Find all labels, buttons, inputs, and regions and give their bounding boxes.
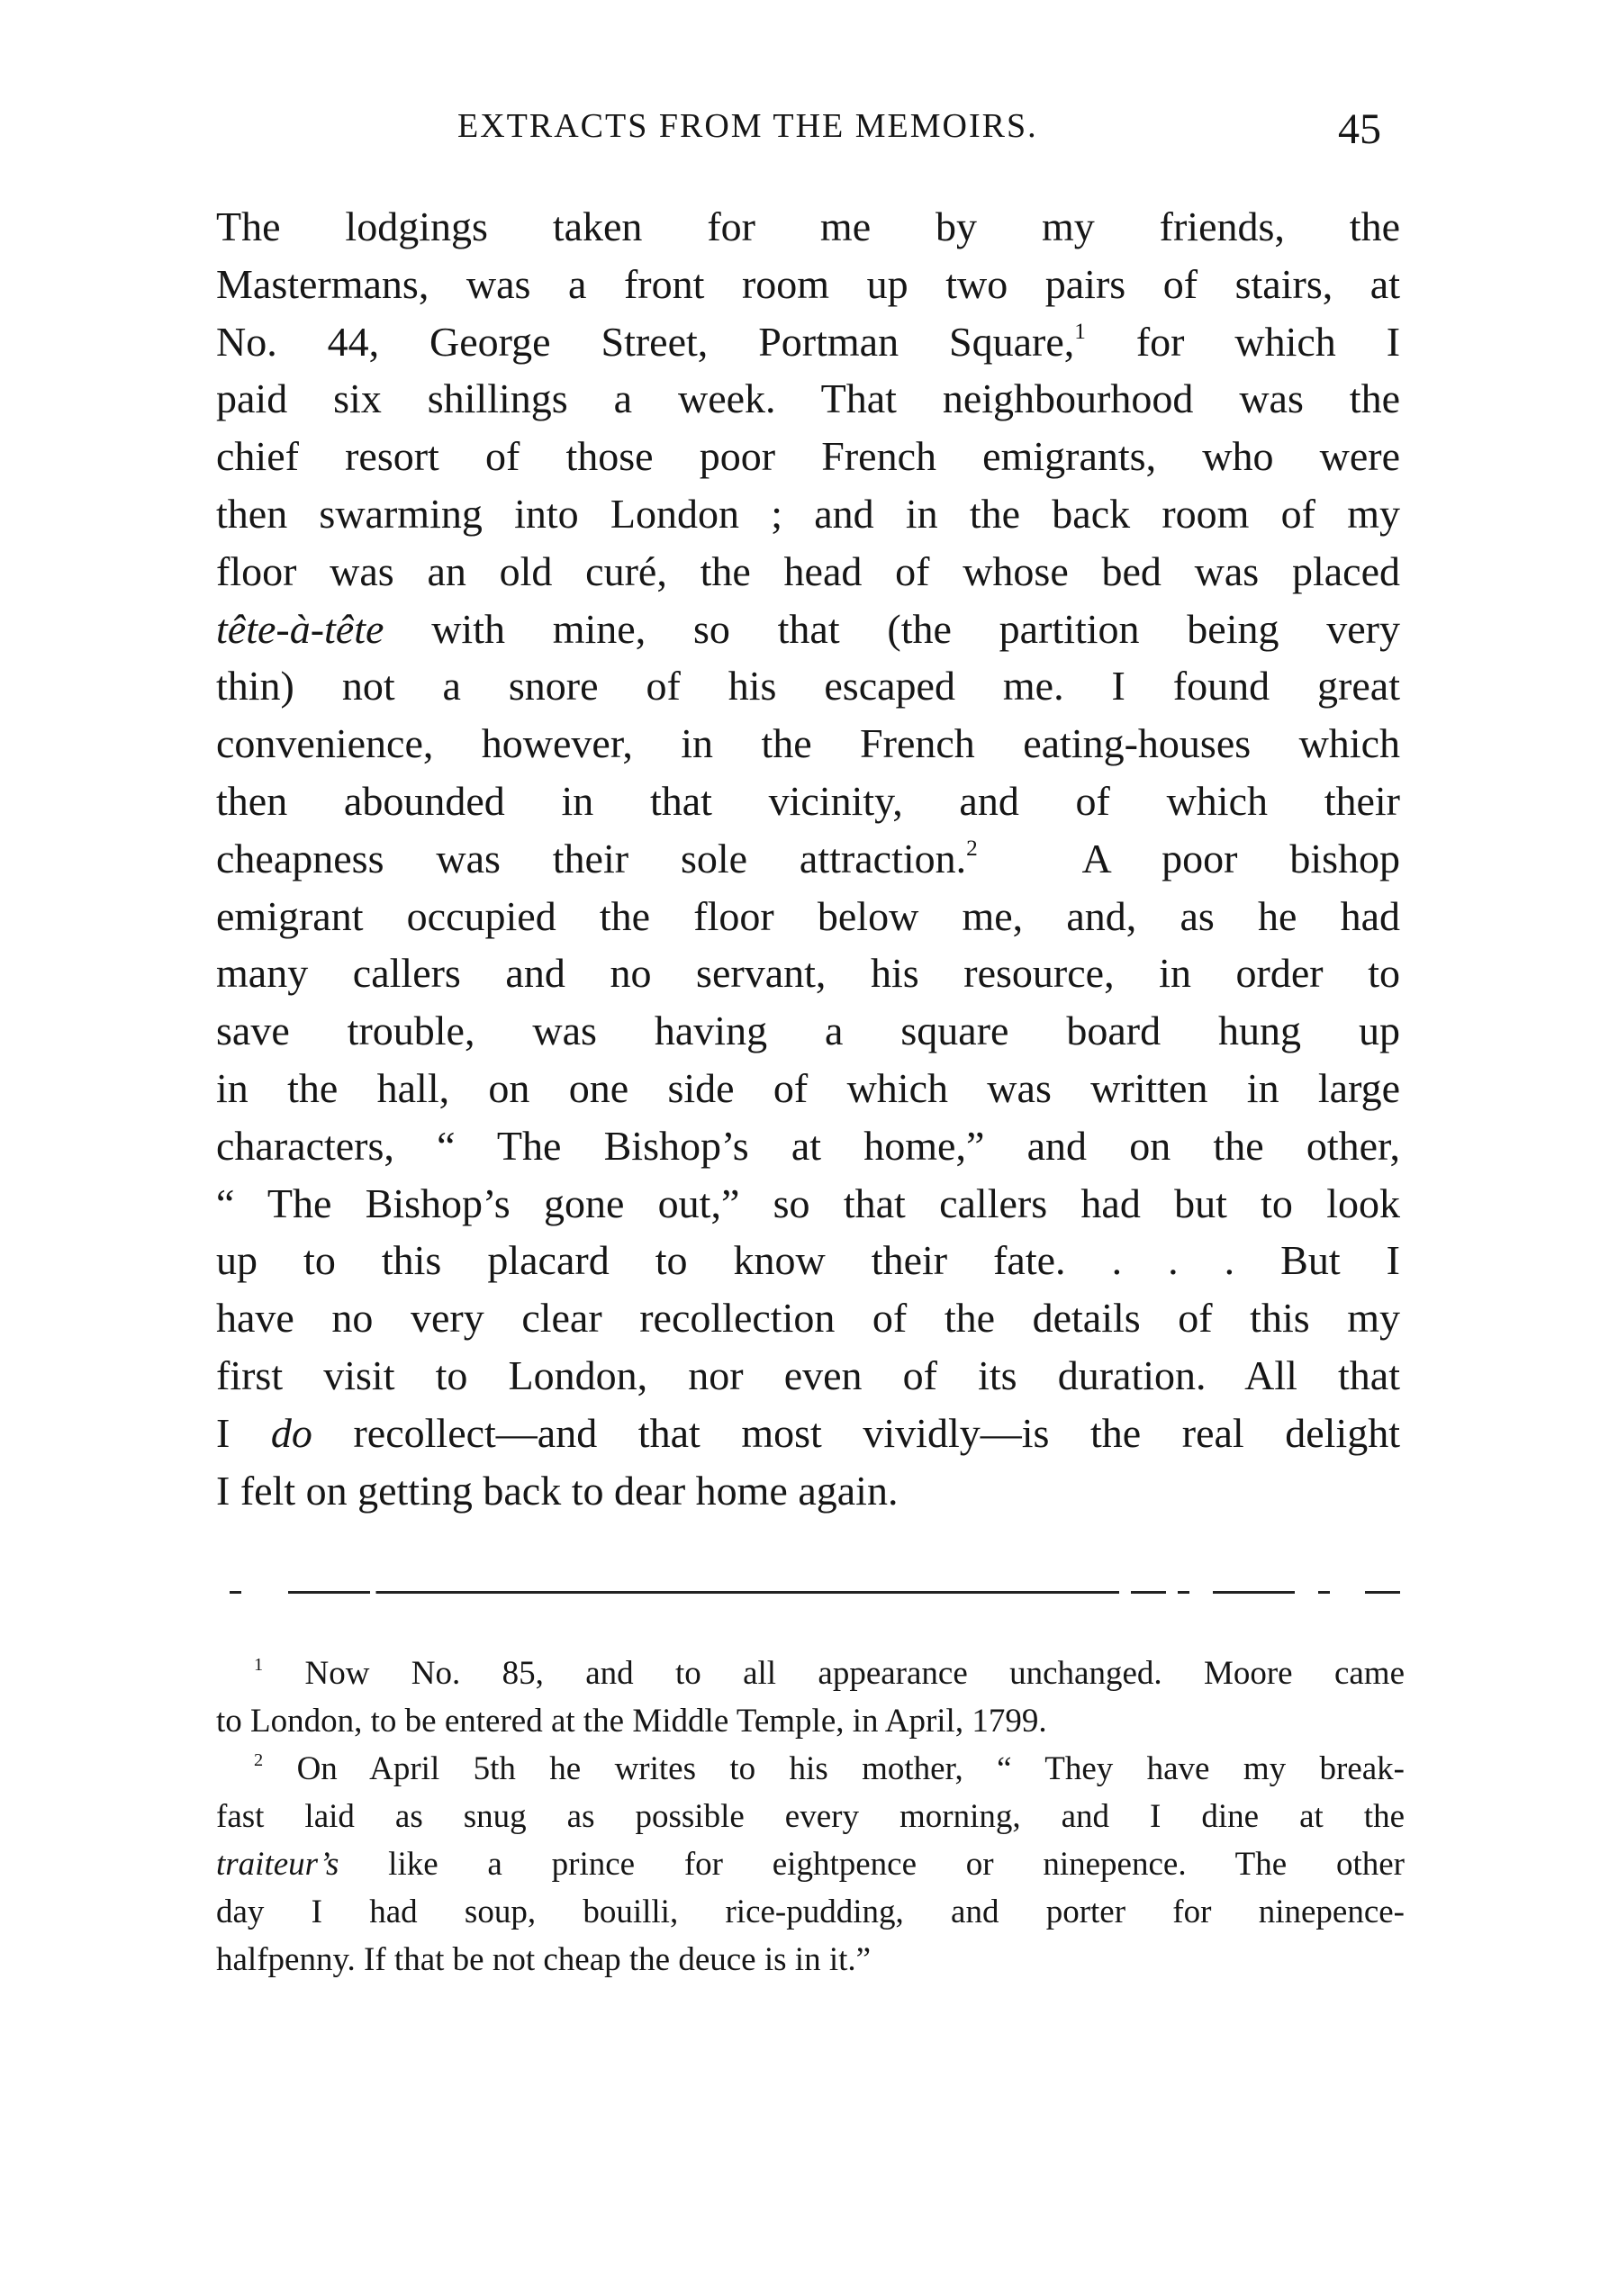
body-line: convenience, however, in the French eating-houses which — [216, 720, 1400, 767]
footnote-2-line: $^2$ On April 5th he writes to his mother, “ They have my break- — [254, 1749, 1406, 1787]
body-line: first visit to London, nor even of its duration. All that — [216, 1351, 1400, 1398]
body-line: cheapness was their sole attraction.$^2$ A poor bishop — [216, 835, 1400, 881]
body-line: have no very clear recollection of the details of this my — [216, 1295, 1400, 1342]
italic-word: traiteur’s — [216, 1846, 339, 1883]
body-text — [216, 198, 1400, 1519]
body-line: thin) not a snore of his escaped me. I found great — [216, 663, 1400, 710]
footnote-2-line: halfpenny. If that be not cheap the deuce is in it.” — [216, 1941, 872, 1978]
body-line: many callers and no servant, his resource, in order to — [216, 950, 1400, 997]
body-line: floor was an old curé, the head of whose bed was placed — [216, 547, 1400, 594]
body-line: I do recollect—and that most vividly—is the real delight — [216, 1409, 1401, 1456]
running-head: EXTRACTS FROM THE MEMOIRS. — [457, 107, 1038, 145]
body-line: up to this placard to know their fate. . . . But I — [216, 1237, 1400, 1284]
footnote-ref-1: 1 — [1074, 318, 1086, 344]
body-line: “ The Bishop’s gone out,” so that callers had but to look — [216, 1180, 1400, 1226]
body-line: chief resort of those poor French emigrants, who were — [216, 433, 1400, 480]
footnote-marker-2: 2 — [254, 1749, 264, 1770]
italic-word: do — [270, 1409, 312, 1456]
body-line: emigrant occupied the floor below me, and, as he had — [216, 892, 1400, 939]
body-line: tête-à-tête with mine, so that (the partition being very — [216, 605, 1400, 652]
footnote-2-line: traiteur’s like a prince for eightpence or ninepence. The other — [216, 1846, 1405, 1883]
italic-phrase: tête-à-tête — [216, 605, 384, 652]
body-line: then abounded in that vicinity, and of which their — [216, 777, 1400, 824]
footnote-2-line: day I had soup, bouilli, rice-pudding, and porter for ninepence- — [216, 1894, 1405, 1930]
body-line: then swarming into London ; and in the back room of my — [216, 490, 1400, 537]
footnote-marker-1: 1 — [254, 1654, 264, 1675]
body-line: in the hall, on one side of which was written in large — [216, 1064, 1400, 1111]
footnote-separator — [230, 1591, 1400, 1594]
footnote-2-line: fast laid as snug as possible every morning, and I dine at the — [216, 1798, 1405, 1835]
body-line: I felt on getting back to dear home again. — [216, 1467, 899, 1514]
footnote-1-line: $^1$ Now No. 85, and to all appearance unchanged. Moore came — [254, 1654, 1405, 1692]
body-line: The lodgings taken for me by my friends, the — [216, 203, 1400, 249]
footnotes — [216, 1650, 1405, 1984]
body-line: paid six shillings a week. That neighbourhood was the — [216, 375, 1400, 422]
footnote-1-line: to London, to be entered at the Middle Temple, in April, 1799. — [216, 1703, 1047, 1740]
body-line: No. 44, George Street, Portman Square,$^1$ for which I — [216, 318, 1401, 365]
body-line: characters, “ The Bishop’s at home,” and on the other, — [216, 1122, 1400, 1169]
footnote-ref-2: 2 — [966, 835, 978, 861]
page-number: 45 — [1338, 105, 1381, 153]
body-line: save trouble, was having a square board hung up — [216, 1008, 1400, 1054]
body-line: Mastermans, was a front room up two pairs of stairs, at — [216, 260, 1400, 307]
